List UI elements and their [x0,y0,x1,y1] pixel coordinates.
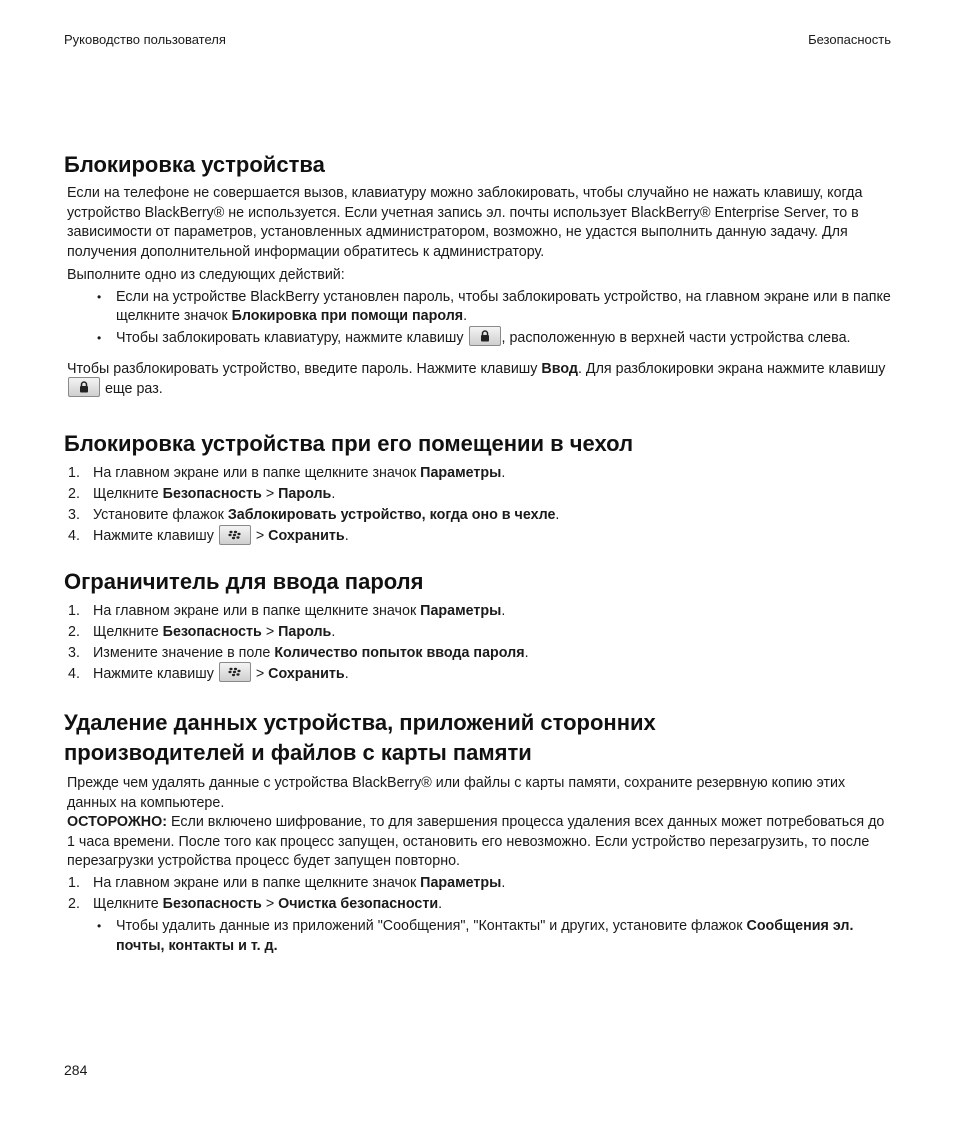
wipe-options-list [64,917,894,956]
caution-label: ОСТОРОЖНО: [67,814,167,830]
page-number: 284 [64,1062,88,1078]
lock-intro-paragraph: Если на телефоне не совершается вызов, клавиатуру можно заблокировать, чтобы случайно не нажать клавишу, когда устройство BlackBerry® не используется. Если учетная запись эл. почты использует BlackBerry® Enterprise Server, то в зависимости от параметров, установленных администратором, возможно, не удастся выполнить данную задачу. Для получения дополнительной информации обратитесь к администратору. [67,185,863,260]
caution-paragraph: ОСТОРОЖНО: Если включено шифрование, то для завершения процесса удаления всех данных может потребоваться до 1 часа времени. После того как процесс запущен, остановить его невозможно. Если устройство перезагрузить, то после перезагрузки устройства процесс будет запущен повторно. [67,814,885,869]
lock-options-list [64,288,894,349]
list-item: • Чтобы заблокировать клавиатуру, нажмите клавишу , расположенную в верхней части устройства слева. [64,329,894,349]
list-item: 2. Щелкните Безопасность > Пароль. [68,623,336,640]
list-item: • Чтобы удалить данные из приложений "Сообщения", "Контакты" и других, установите флажок Сообщения эл. почты, контакты и т. д. [64,917,894,956]
section-title-password-limit: Ограничитель для ввода пароля [64,568,424,594]
list-item: 1. На главном экране или в папке щелкните значок Параметры. [68,602,506,619]
blackberry-menu-key-icon [219,662,251,682]
holster-steps-list [64,464,894,547]
section-title-lock-device: Блокировка устройства [64,152,325,177]
list-item: 3. Установите флажок Заблокировать устройство, когда оно в чехле. [68,507,560,523]
password-limit-steps-list [64,602,894,685]
list-item: 4. Нажмите клавишу > Сохранить. [64,665,894,685]
list-item: 2. Щелкните Безопасность > Пароль. [68,486,336,502]
wipe-intro-paragraph: Прежде чем удалять данные с устройства BlackBerry® или файлы с карты памяти, сохраните резервную копию этих данных на компьютере. [67,775,846,811]
list-item: 4. Нажмите клавишу > Сохранить. [64,527,894,547]
page-content [64,150,894,958]
section-title-holster-lock: Блокировка устройства при его помещении в чехол [64,431,634,456]
list-item: 2. Щелкните Безопасность > Очистка безопасности. [68,895,443,912]
lock-key-icon [68,377,100,397]
unlock-paragraph: Чтобы разблокировать устройство, введите пароль. Нажмите клавишу Ввод. Для разблокировки экрана нажмите клавишу еще раз. [67,361,886,397]
ui-term: Блокировка при помощи пароля [231,308,464,324]
list-item: 1. На главном экране или в папке щелкните значок Параметры. [68,874,506,891]
blackberry-menu-key-icon [219,525,251,545]
running-header-right: Безопасность [808,32,891,47]
list-item: • Если на устройстве BlackBerry установлен пароль, чтобы заблокировать устройство, на главном экране или в папке щелкните значок Блокировка при помощи пароля. [64,288,894,327]
section-title-wipe-data: Удаление данных устройства, приложений сторонних производителей и файлов с карты памяти [64,710,656,765]
lock-lead-text: Выполните одно из следующих действий: [67,267,345,283]
list-item: 3. Измените значение в поле Количество попыток ввода пароля. [68,644,529,661]
lock-key-icon [469,326,501,346]
running-header-left: Руководство пользователя [64,32,226,47]
wipe-steps-list [64,874,894,915]
ui-term: Ввод [541,361,578,377]
list-item: 1. На главном экране или в папке щелкните значок Параметры. [68,465,506,481]
